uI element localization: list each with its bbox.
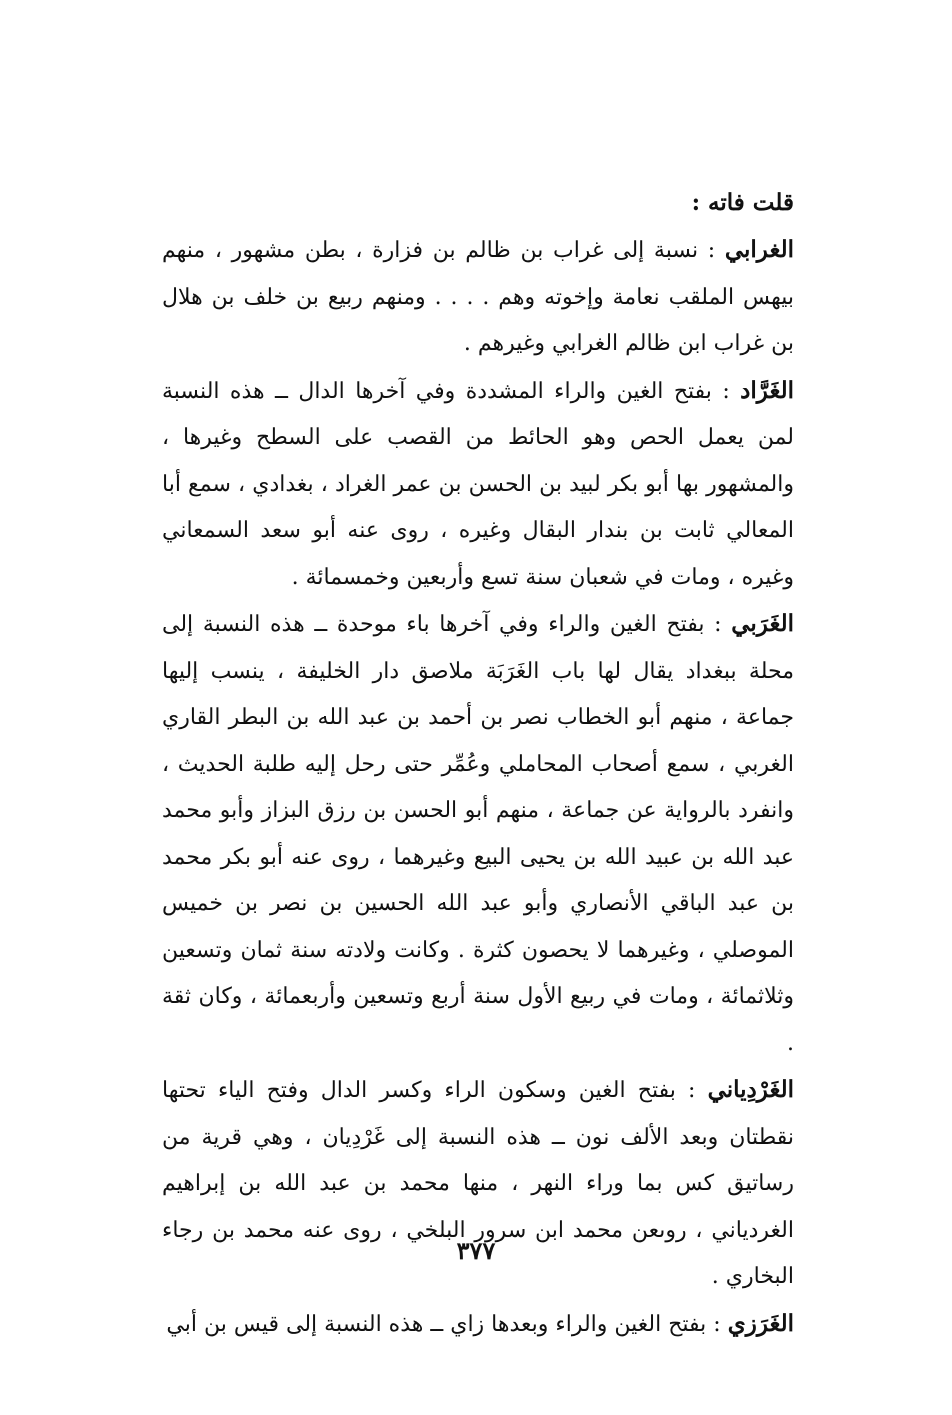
entry-text: : بفتح الغين والراء وفي آخرها باء موحدة ــ هذه النسبة إلى محلة ببغداد يقال لها باب الغَرَبَة ملاصق دار الخليفة ، ينسب إليها جماعة ، منهم أبو الخطاب نصر بن أحمد بن عبد الله بن البطر القاري الغربي ، سمع أصحاب المحاملي وعُمِّر حتى رحل إليه طلبة الحديث ، وانفرد بالرواية عن جماعة ، منهم أبو الحسن بن رزق البزاز وأبو محمد عبد الله بن عبيد الله بن يحيى البيع وغيرهما ، روى عنه أبو بكر محمد بن عبد الباقي الأنصاري وأبو عبد الله الحسين بن نصر بن خميس الموصلي ، وغيرهما لا يحصون كثرة . وكانت ولادته سنة ثمان وتسعين وثلاثمائة ، ومات في ربيع الأول سنة أربع وتسعين وأربعمائة ، وكان ثقة . bbox=[162, 612, 794, 1056]
headword: الغَرَبي bbox=[731, 610, 794, 637]
entry-gharabi bbox=[162, 601, 794, 1067]
page-body-text bbox=[162, 178, 794, 1348]
entry-text: : بفتح الغين والراء المشددة وفي آخرها الدال ــ هذه النسبة لمن يعمل الحص وهو الحائط من القصب على السطح وغيرها ، والمشهور بها أبو بكر لبيد بن الحسن بن عمر الغراد ، بغدادي ، سمع أبا المعالي ثابت بن بندار البقال وغيره ، روى عنه أبو سعد السمعاني وغيره ، ومات في شعبان سنة تسع وأربعين وخمسمائة . bbox=[162, 378, 794, 590]
entry-text: : نسبة إلى غراب بن ظالم بن فزارة ، بطن مشهور ، منهم بيهس الملقب نعامة وإخوته وهم . . . . ومنهم ربيع بن خلف بن هلال بن غراب ابن ظالم الغرابي وغيرهم . bbox=[162, 238, 794, 356]
intro-line: قلت فاته : bbox=[691, 189, 794, 216]
entry-text: : بفتح الغين والراء وبعدها زاي ــ هذه النسبة إلى قيس بن أبي bbox=[166, 1311, 728, 1337]
entry-gharazi bbox=[162, 1301, 794, 1349]
headword: الغَرْدِياني bbox=[707, 1076, 794, 1103]
headword: الغَرَّاد bbox=[740, 376, 794, 404]
entry-ghardiyani bbox=[162, 1067, 794, 1301]
headword: الغَرَزي bbox=[727, 1309, 794, 1337]
page-number: ٣٧٧ bbox=[456, 1236, 496, 1265]
entry-gharrad bbox=[162, 368, 794, 602]
entry-ghurabi bbox=[162, 227, 794, 368]
headword: الغرابي bbox=[724, 236, 794, 263]
entry-text: : بفتح الغين وسكون الراء وكسر الدال وفتح الياء تحتها نقطتان وبعد الألف نون ــ هذه النسبة إلى غَرْدِيان ، وهي قرية من رساتيق كس بما وراء النهر ، منها محمد بن عبد الله بن إبراهيم الغردياني ، روىعن محمد ابن سرور البلخي ، روى عنه محمد بن رجاء البخاري . bbox=[162, 1078, 794, 1289]
